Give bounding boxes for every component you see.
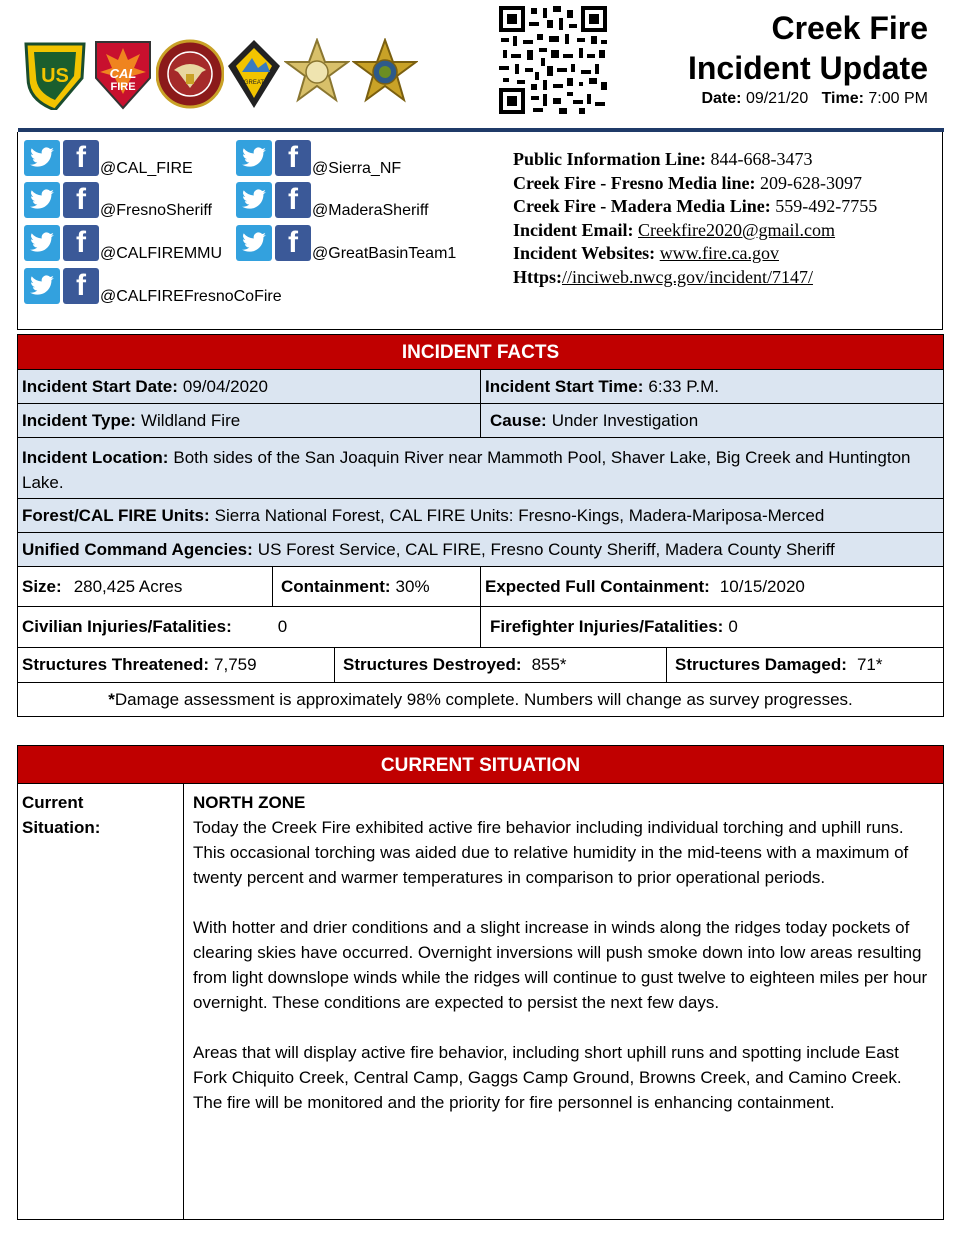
- type-value: Wildland Fire: [140, 410, 241, 430]
- twitter-icon[interactable]: [24, 268, 60, 304]
- damaged-cell: [666, 648, 943, 682]
- agencies-cell: [18, 533, 943, 566]
- civilian-value: 0: [277, 617, 288, 636]
- madera-phone[interactable]: 559-492-7755: [775, 196, 878, 216]
- situation-label-line-2: Situation:: [22, 818, 101, 837]
- type-label: Incident Type:: [22, 410, 136, 430]
- containment-label: Containment:: [281, 576, 391, 596]
- units-cell: [18, 499, 943, 532]
- cal-fire-logo: [92, 38, 154, 110]
- svg-text:CAL: CAL: [109, 66, 137, 81]
- firefighter-label: Firefighter Injuries/Fatalities:: [490, 617, 724, 636]
- twitter-icon[interactable]: [24, 182, 60, 218]
- facts-row: [17, 567, 944, 607]
- inciweb-link[interactable]: //inciweb.nwcg.gov/incident/7147/: [562, 266, 813, 287]
- social-entry[interactable]: [236, 225, 456, 261]
- current-situation-section: [17, 745, 944, 1220]
- madera-media-line: [513, 195, 877, 219]
- note-star: *: [108, 689, 115, 709]
- time-value: 7:00 PM: [868, 90, 928, 107]
- madera-label: Creek Fire - Madera Media Line:: [513, 196, 771, 216]
- twitter-icon[interactable]: [24, 225, 60, 261]
- contact-info: [513, 148, 877, 289]
- sheriff-star-badge: [284, 38, 350, 110]
- social-entry[interactable]: [24, 182, 212, 218]
- containment-cell: [272, 567, 480, 606]
- social-handle[interactable]: @GreatBasinTeam1: [312, 245, 457, 262]
- type-cell: [18, 404, 480, 437]
- situation-paragraph: With hotter and drier conditions and a slight increase in winds along the ridges today pockets of clearing skies have occurred. Overnight inversions will push smoke down into low areas resulting from light downslope winds while the ridges will continue to gust twelve to eighteen miles per hour overnight. These conditions are expected to persist the next few days.: [193, 918, 928, 1012]
- agencies-value: US Forest Service, CAL FIRE, Fresno County Sheriff, Madera County Sheriff: [257, 539, 835, 559]
- situation-body: [17, 784, 944, 1220]
- threatened-cell: [18, 648, 334, 682]
- date-label: Date:: [701, 90, 742, 107]
- social-entry[interactable]: [236, 140, 401, 176]
- damaged-label: Structures Damaged:: [675, 655, 847, 674]
- social-handle[interactable]: @CALFIREMMU: [100, 245, 223, 262]
- title-line-2: Incident Update: [687, 50, 928, 86]
- size-value: 280,425 Acres: [73, 576, 183, 596]
- pio-label: Public Information Line:: [513, 149, 707, 169]
- start-time-cell: [480, 370, 943, 403]
- svg-text:FIRE: FIRE: [110, 81, 136, 93]
- cause-value: Under Investigation: [551, 410, 699, 430]
- zone-heading: NORTH ZONE: [193, 793, 306, 812]
- qr-code[interactable]: [497, 4, 609, 116]
- emergency-management-seal: [156, 38, 224, 110]
- expected-label: Expected Full Containment:: [485, 576, 710, 596]
- websites-line: [513, 242, 877, 266]
- expected-containment-cell: [480, 567, 943, 606]
- facts-row: [17, 648, 944, 683]
- sheriff-star-badge: [352, 38, 418, 110]
- social-handle[interactable]: @CAL_FIRE: [100, 160, 193, 177]
- twitter-icon[interactable]: [24, 140, 60, 176]
- units-value: Sierra National Forest, CAL FIRE Units: Fresno-Kings, Madera-Mariposa-Merced: [214, 505, 825, 525]
- twitter-icon[interactable]: [236, 182, 272, 218]
- location-label: Incident Location:: [22, 448, 169, 467]
- date-time-line: [701, 90, 928, 108]
- facebook-icon[interactable]: f: [275, 140, 311, 176]
- facebook-icon[interactable]: f: [63, 140, 99, 176]
- start-date-label: Incident Start Date:: [22, 376, 178, 396]
- size-label: Size:: [22, 576, 62, 596]
- units-label: Forest/CAL FIRE Units:: [22, 505, 210, 525]
- threatened-value: 7,759: [214, 655, 257, 674]
- civilian-label: Civilian Injuries/Fatalities:: [22, 617, 232, 636]
- cause-label: Cause:: [490, 410, 547, 430]
- website-link[interactable]: www.fire.ca.gov: [659, 243, 779, 263]
- page-title: [688, 8, 928, 88]
- social-entry[interactable]: [24, 268, 282, 304]
- pio-line: [513, 148, 877, 172]
- svg-text:US: US: [41, 65, 69, 87]
- threatened-label: Structures Threatened:: [22, 655, 210, 674]
- facts-row: [17, 438, 944, 499]
- situation-text: [184, 784, 943, 1219]
- inciweb-line: [513, 266, 877, 290]
- facebook-icon[interactable]: f: [275, 182, 311, 218]
- date-value: 09/21/20: [745, 90, 809, 107]
- damage-note: [104, 683, 857, 716]
- incident-facts-heading: INCIDENT FACTS: [17, 334, 944, 370]
- current-situation-heading: CURRENT SITUATION: [17, 745, 944, 784]
- size-cell: [18, 567, 272, 606]
- email-link[interactable]: Creekfire2020@gmail.com: [638, 219, 836, 240]
- location-cell: [18, 438, 943, 498]
- agency-logos: [22, 38, 422, 112]
- pio-phone[interactable]: 844-668-3473: [710, 149, 813, 169]
- contact-box: [17, 132, 943, 330]
- civilian-cell: [18, 607, 480, 647]
- situation-paragraph: Today the Creek Fire exhibited active fire behavior including individual torching and uphill runs. This occasional torching was aided due to relative humidity in the mid-teens with a maximum of twenty percent and warmer temperatures in comparison to prior operational periods.: [193, 818, 909, 887]
- damaged-value: 71*: [856, 655, 883, 674]
- social-entry[interactable]: [24, 225, 222, 261]
- great-basin-logo: [226, 38, 282, 110]
- title-line-1: Creek Fire: [771, 10, 928, 46]
- destroyed-cell: [334, 648, 666, 682]
- facebook-icon[interactable]: f: [63, 225, 99, 261]
- situation-label: [18, 784, 184, 1219]
- social-handle[interactable]: @MaderaSheriff: [312, 202, 429, 219]
- facts-row: [17, 683, 944, 717]
- start-date-cell: [18, 370, 480, 403]
- cause-cell: [480, 404, 943, 437]
- facts-row: [17, 499, 944, 533]
- note-text: Damage assessment is approximately 98% complete. Numbers will change as survey progresses.: [114, 689, 853, 709]
- social-entry[interactable]: [236, 182, 428, 218]
- fresno-phone[interactable]: 209-628-3097: [759, 172, 862, 193]
- destroyed-label: Structures Destroyed:: [343, 655, 522, 674]
- expected-value: 10/15/2020: [719, 576, 805, 596]
- social-handle[interactable]: @Sierra_NF: [312, 160, 402, 177]
- svg-text:GREAT: GREAT: [243, 80, 265, 86]
- facebook-icon[interactable]: f: [63, 268, 99, 304]
- incident-facts-table: [17, 334, 944, 717]
- inciweb-prefix: Https:: [513, 266, 562, 287]
- websites-label: Incident Websites:: [513, 243, 656, 263]
- social-handle[interactable]: @CALFIREFresnoCoFire: [100, 288, 282, 305]
- facebook-icon[interactable]: f: [275, 225, 311, 261]
- start-time-value: 6:33 P.M.: [648, 376, 719, 396]
- destroyed-value: 855*: [531, 655, 567, 674]
- twitter-icon[interactable]: [236, 140, 272, 176]
- containment-value: 30%: [395, 576, 430, 596]
- fresno-label: Creek Fire - Fresno Media line:: [513, 172, 756, 193]
- social-handle[interactable]: @FresnoSheriff: [100, 202, 212, 219]
- start-date-value: 09/04/2020: [182, 376, 268, 396]
- agencies-label: Unified Command Agencies:: [22, 539, 253, 559]
- time-label: Time:: [821, 90, 864, 107]
- social-entry[interactable]: [24, 140, 193, 176]
- location-value: Both sides of the San Joaquin River near Mammoth Pool, Shaver Lake, Big Creek and Huntington Lake.: [22, 448, 911, 492]
- twitter-icon[interactable]: [236, 225, 272, 261]
- fresno-media-line: [513, 172, 877, 196]
- situation-label-line-1: Current: [22, 793, 84, 812]
- facts-row: [17, 533, 944, 567]
- forest-service-logo: [22, 38, 88, 110]
- facebook-icon[interactable]: f: [63, 182, 99, 218]
- facts-row: [17, 370, 944, 404]
- firefighter-value: 0: [728, 617, 738, 636]
- email-label: Incident Email:: [513, 219, 634, 240]
- facts-row: [17, 607, 944, 648]
- email-line: [513, 219, 877, 243]
- start-time-label: Incident Start Time:: [485, 376, 644, 396]
- situation-paragraph: Areas that will display active fire behavior, including short uphill runs and spotting include East Fork Chiquito Creek, Central Camp, Gaggs Camp Ground, Browns Creek, and Camino Creek. The fire will be monitored and the priority for fire personnel is enhancing containment.: [193, 1043, 902, 1112]
- facts-row: [17, 404, 944, 438]
- firefighter-cell: [480, 607, 943, 647]
